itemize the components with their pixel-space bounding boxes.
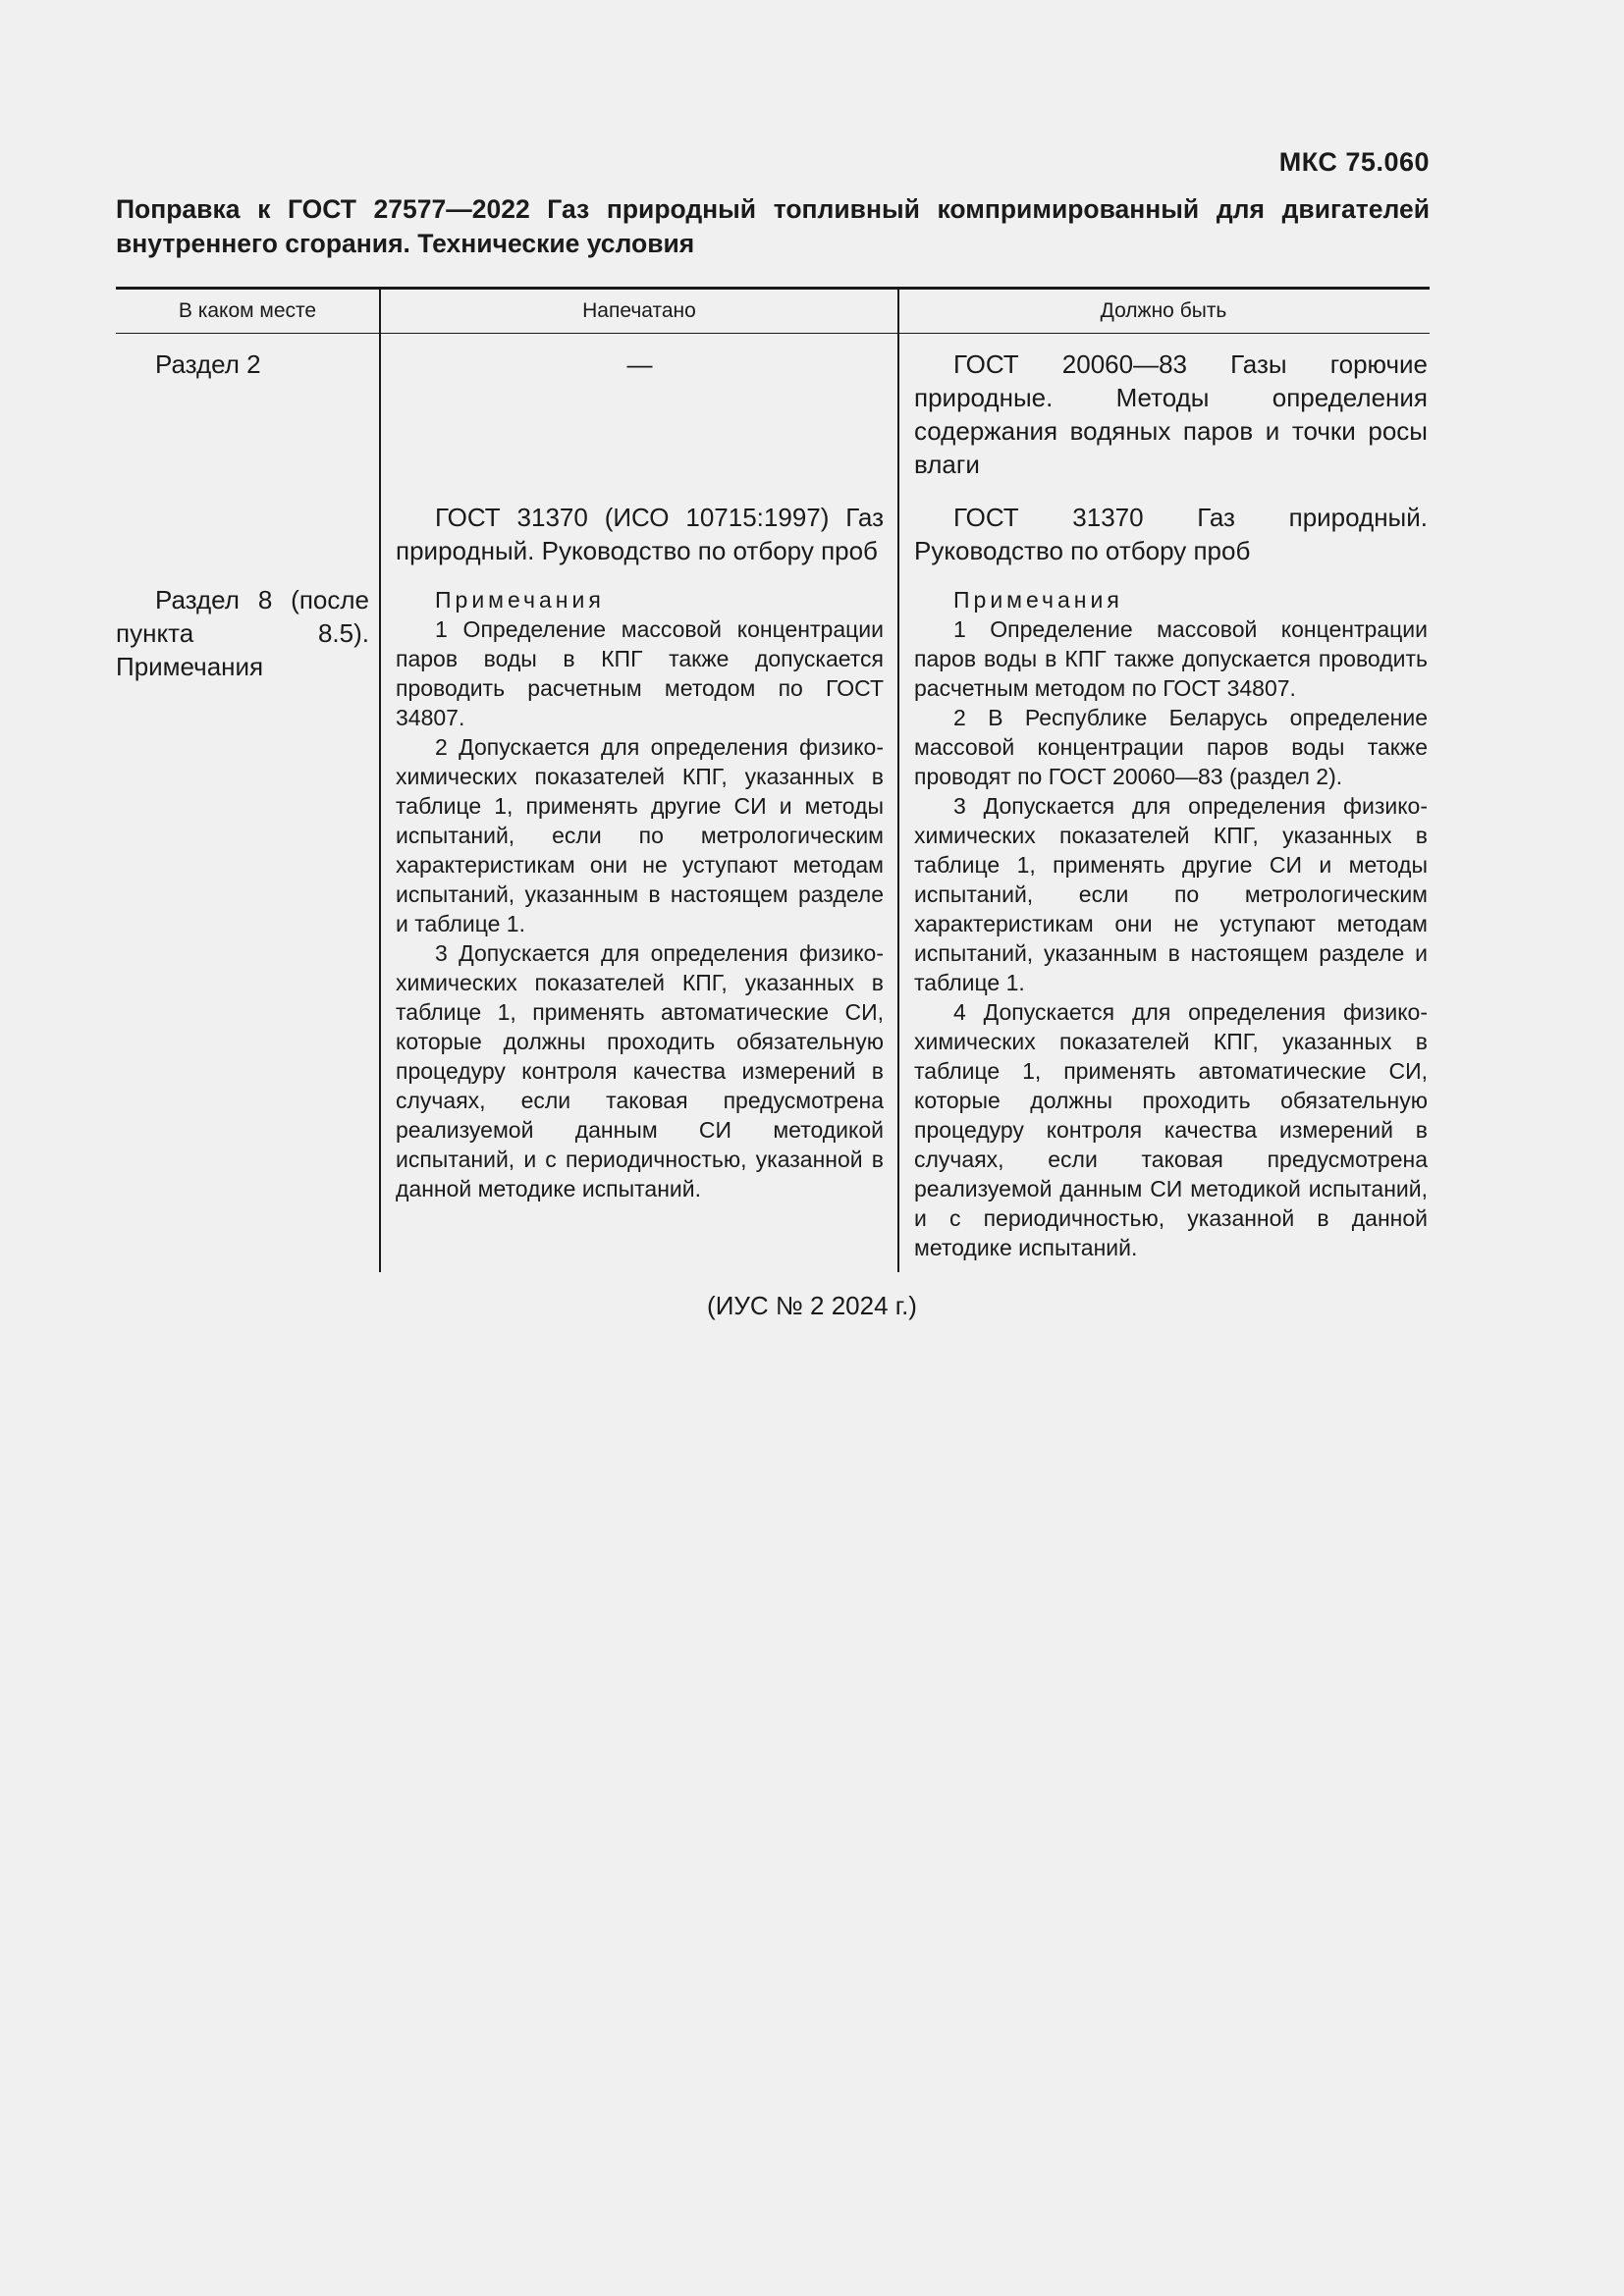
table-row	[116, 567, 1430, 1272]
table-row	[116, 334, 1430, 481]
column-header-place: В каком месте	[178, 299, 317, 322]
document-title: Поправка к ГОСТ 27577—2022 Газ природный топливный компримированный для двигателей внутреннего сгорания. Технические условия	[116, 194, 1430, 258]
classification-code: МКС 75.060	[1278, 147, 1430, 177]
place-cell: Раздел 2	[155, 349, 261, 379]
printed-cell: —	[379, 334, 897, 481]
note-item: 3 Допускается для определения физико-химических показателей КПГ, указанных в таблице 1, применять другие СИ и методы испытаний, если по метрологическим характеристикам они не уступают методам испытаний, указанным в настоящем разделе и таблице 1.	[914, 793, 1428, 995]
column-header-correct: Должно быть	[897, 290, 1428, 333]
column-header-printed: Напечатано	[379, 290, 897, 333]
place-cell: Раздел 8 (после пункта 8.5). Примечания	[116, 585, 369, 681]
note-item: 1 Определение массовой концентрации паров воды в КПГ также допускается проводить расчетным методом по ГОСТ 34807.	[914, 616, 1428, 701]
table-row	[116, 481, 1430, 567]
note-item: 2 Допускается для определения физико-химических показателей КПГ, указанных в таблице 1, применять другие СИ и методы испытаний, если по метрологическим характеристикам они не уступают методам испытаний, указанным в настоящем разделе и таблице 1.	[396, 734, 884, 936]
note-item: 2 В Республике Беларусь определение массовой концентрации паров воды также проводят по ГОСТ 20060—83 (раздел 2).	[914, 705, 1428, 789]
table-body	[116, 334, 1430, 1272]
corrections-table	[116, 287, 1430, 1272]
note-item: 3 Допускается для определения физико-химических показателей КПГ, указанных в таблице 1, применять автоматические СИ, которые должны проходить обязательную процедуру контроля качества измерений в случаях, если таковая предусмотрена реализуемой данным СИ методикой испытаний, и с периодичностью, указанной в данной методике испытаний.	[396, 940, 884, 1201]
printed-cell	[379, 567, 897, 1272]
printed-cell: ГОСТ 31370 (ИСО 10715:1997) Газ природный. Руководство по отбору проб	[379, 481, 897, 567]
correct-cell	[897, 567, 1428, 1272]
correct-cell: ГОСТ 20060—83 Газы горючие природные. Методы определения содержания водяных паров и точки росы влаги	[897, 334, 1428, 481]
note-item: 1 Определение массовой концентрации паров воды в КПГ также допускается проводить расчетным методом по ГОСТ 34807.	[396, 616, 884, 730]
publication-reference: (ИУС № 2 2024 г.)	[707, 1291, 917, 1320]
table-header-row	[116, 290, 1430, 333]
correct-cell: ГОСТ 31370 Газ природный. Руководство по отбору проб	[897, 481, 1428, 567]
place-cell-empty	[116, 481, 379, 567]
notes-heading: Примечания	[953, 587, 1123, 613]
note-item: 4 Допускается для определения физико-химических показателей КПГ, указанных в таблице 1, применять автоматические СИ, которые должны проходить обязательную процедуру контроля качества измерений в случаях, если таковая предусмотрена реализуемой данным СИ методикой испытаний, и с периодичностью, указанной в данной методике испытаний.	[914, 999, 1428, 1260]
notes-heading: Примечания	[435, 587, 605, 613]
